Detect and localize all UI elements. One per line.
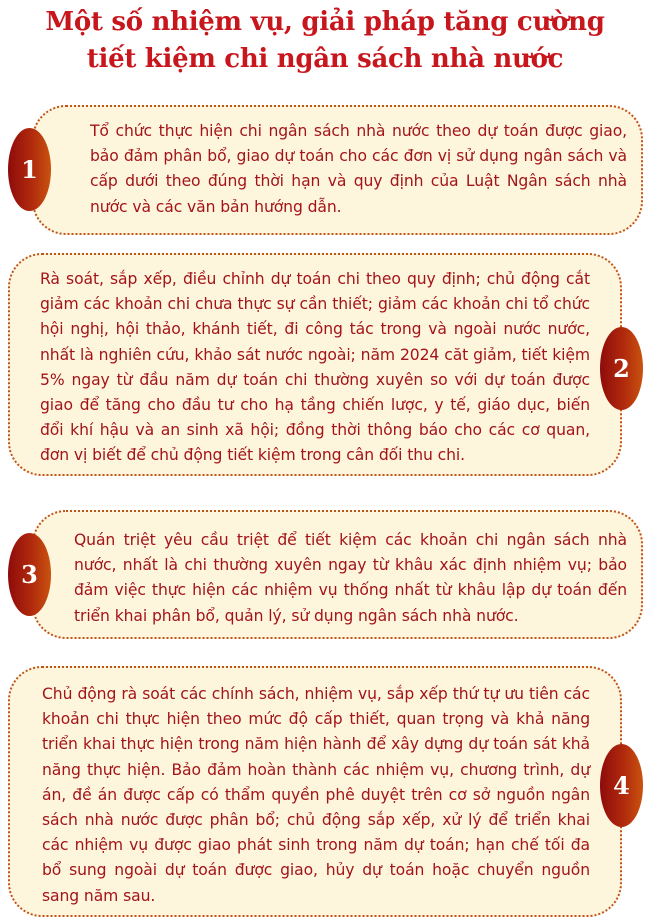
task-box-1 [32, 105, 643, 235]
number-badge-2: 2 [600, 327, 643, 410]
number-badge-1: 1 [8, 128, 51, 211]
task-box-4 [8, 666, 622, 917]
task-box-2 [8, 253, 622, 476]
task-text-1: Tổ chức thực hiện chi ngân sách nhà nước theo dự toán được giao, bảo đảm phân bổ, giao dự toán cho các đơn vị sử dụng ngân sách và cấp dưới theo đúng thời hạn và quy định của Luật Ngân sách nhà nước và các văn bản hướng dẫn. [90, 122, 627, 216]
task-text-2: Rà soát, sắp xếp, điều chỉnh dự toán chi theo quy định; chủ động cắt giảm các khoản chi chưa thực sự cần thiết; giảm các khoản chi tổ chức hội nghị, hội thảo, khánh tiết, đi công tác trong và ngoài nước nước, nhất là nghiên cứu, khảo sát nước ngoài; năm 2024 căt giảm, tiết kiệm 5% ngay từ đầu năm dự toán chi thường xuyên so với dự toán được giao để tăng cho đầu tư cho hạ tầng chiến lược, y tế, giáo dục, biến đổi khí hậu và an sinh xã hội; đồng thời thông báo cho các cơ quan, đơn vị biết để chủ động tiết kiệm trong cân đối thu chi. [40, 270, 590, 465]
title-line-2: tiết kiệm chi ngân sách nhà nước [86, 44, 564, 74]
task-box-3 [32, 510, 643, 639]
number-badge-4: 4 [600, 744, 643, 827]
task-text-3: Quán triệt yêu cầu triệt để tiết kiệm các khoản chi ngân sách nhà nước, nhất là chi thường xuyên ngay từ khâu xác định nhiệm vụ; bảo đảm việc thực hiện các nhiệm vụ thống nhất từ khâu lập dự toán đến triển khai phân bổ, quản lý, sử dụng ngân sách nhà nước. [74, 531, 627, 625]
page-title [0, 4, 650, 78]
number-badge-3: 3 [8, 533, 51, 616]
title-line-1: Một số nhiệm vụ, giải pháp tăng cường [45, 7, 605, 37]
task-text-4: Chủ động rà soát các chính sách, nhiệm vụ, sắp xếp thứ tự ưu tiên các khoản chi thực hiện theo mức độ cấp thiết, quan trọng và khả năng triển khai thực hiện trong năm hiện hành để xây dựng dự toán sát khả năng thực hiện. Bảo đảm hoàn thành các nhiệm vụ, chương trình, dự án, đề án được cấp có thẩm quyền phê duyệt trên cơ sở nguồn ngân sách nhà nước được phân bổ; chủ động sắp xếp, xử lý để triển khai các nhiệm vụ được giao phát sinh trong năm dự toán; hạn chế tối đa bổ sung ngoài dự toán được giao, hủy dự toán hoặc chuyển nguồn sang năm sau. [42, 685, 590, 905]
